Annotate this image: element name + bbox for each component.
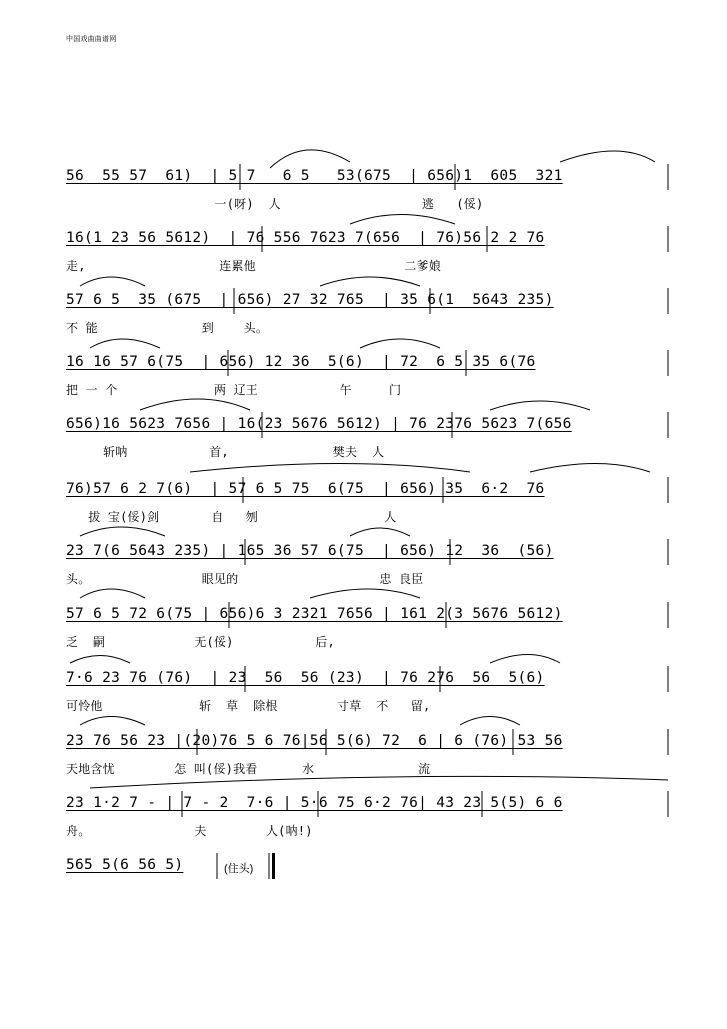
lyrics-line: 头。 眼见的 忠 良臣	[66, 572, 424, 586]
notation-line: 23 7(6 5643 235) | 165 36 57 6(75 | 656) 12 36 (56)	[66, 543, 554, 559]
lyrics-line: 斩呐 首, 樊夫 人	[66, 445, 385, 459]
notation-line: 57 6 5 35 (675 | 656) 27 32 765 | 35 6(1 5643 235)	[66, 292, 554, 308]
slur-arc	[360, 339, 440, 348]
site-header: 中国戏曲曲谱网	[66, 35, 117, 43]
notation-line: 16 16 57 6(75 | 656) 12 36 5(6) | 72 6 5 35 6(76	[66, 354, 536, 370]
slur-arc	[560, 151, 655, 162]
lyrics-line: 天地含忧 怎 叫(俀)我看 水 流	[66, 762, 431, 776]
notation-line: 16(1 23 56 5612) | 76 556 7623 7(656 | 76)56 2 2 76	[66, 230, 545, 246]
slur-arc	[190, 464, 470, 473]
slur-arc	[490, 401, 590, 410]
lyrics-line: 舟。 夫 人(呐!)	[66, 824, 313, 838]
slur-arc	[90, 776, 668, 788]
slur-arc	[90, 339, 160, 348]
notation-line: 23 1·2 7 - | 7 - 2 7·6 | 5·6 75 6·2 76| 43 23 5(5) 6 6	[66, 795, 563, 811]
notation-line: 76)57 6 2 7(6) | 57 6 5 75 6(75 | 656) 35 6·2 76	[66, 481, 545, 497]
notation-line: 7·6 23 76 (76) | 23 56 56 (23) | 76 276 56 5(6)	[66, 670, 545, 686]
notation-line: 57 6 5 72 6(75 | 656)6 3 2321 7656 | 161 2(3 5676 5612)	[66, 606, 563, 622]
slur-arc	[530, 464, 650, 473]
notation-line: 23 76 56 23 |(20)76 5 6 76|56 5(6) 72 6 | 6 (76) 53 56	[66, 733, 563, 749]
notation-line: 656)16 5623 7656 | 16(23 5676 5612) | 76 2376 5623 7(656	[66, 416, 572, 432]
slur-arc	[460, 717, 520, 726]
lyrics-line: 乏 嗣 无(俀) 后,	[66, 635, 335, 649]
lyrics-line: 不 能 到 头。	[66, 321, 269, 335]
lyrics-line: 拔 宝(俀)剑 自 刎 人	[66, 510, 397, 524]
lyrics-line: 可怜他 斩 草 除根 寸草 不 留,	[66, 699, 431, 713]
ending-annotation: (住头)	[224, 863, 254, 875]
slur-arc	[310, 589, 420, 598]
slur-arc	[80, 717, 145, 726]
notation-line: 565 5(6 56 5)	[66, 857, 184, 873]
final-barline-thick	[272, 853, 275, 879]
slur-arc	[350, 528, 410, 536]
lyrics-line: 把 一 个 两 辽王 午 门	[66, 383, 402, 397]
slur-arc	[350, 215, 455, 225]
slur-arc	[80, 589, 145, 598]
slur-arc	[320, 277, 420, 286]
slur-arc	[70, 656, 130, 664]
slur-arc	[80, 527, 165, 536]
lyrics-line: 走, 连累他 二爹娘	[66, 259, 441, 273]
slur-arc	[490, 655, 560, 664]
slur-arc	[140, 399, 250, 410]
lyrics-line: 一(呀) 人 逃 (俀)	[66, 197, 484, 211]
notation-line: 56 55 57 61) | 5 7 6 5 53(675 | 656)1 605 321	[66, 168, 563, 184]
slur-arc	[270, 150, 350, 168]
slur-arc	[80, 277, 145, 286]
